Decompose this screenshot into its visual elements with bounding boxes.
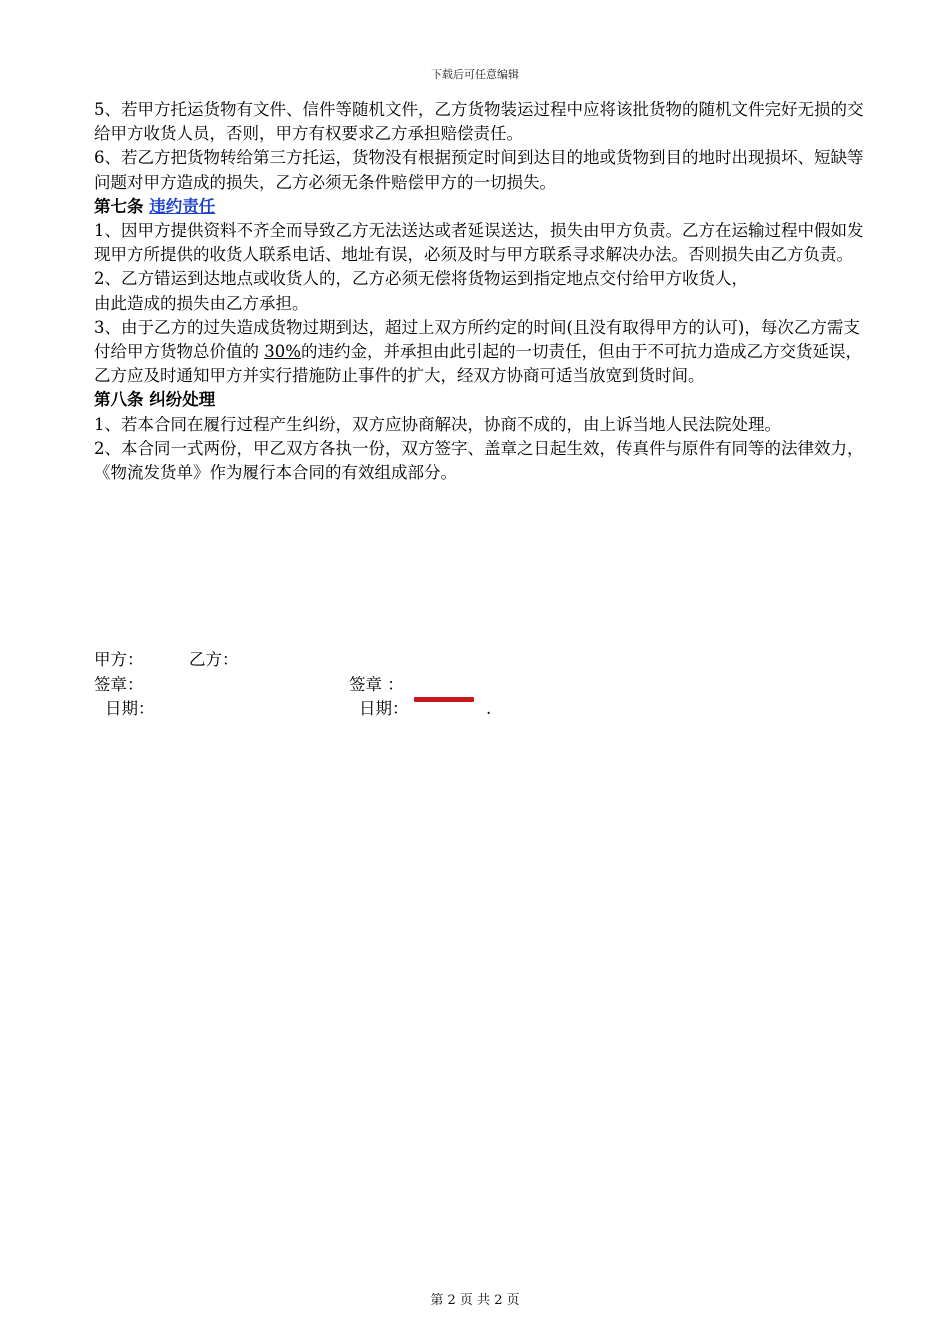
section-7-clause-2b: 由此造成的损失由乙方承担。 bbox=[94, 293, 309, 313]
signature-row-parties bbox=[94, 648, 594, 673]
section-8-clause-1: 1、若本合同在履行过程产生纠纷，双方应协商解决，协商不成的，由上诉当地人民法院处理。 bbox=[94, 414, 781, 434]
clause-5: 5、若甲方托运货物有文件、信件等随机文件，乙方货物装运过程中应将该批货物的随机文件完好无损的交给甲方收货人员，否则，甲方有权要求乙方承担赔偿责任。 bbox=[94, 100, 864, 144]
seal-b-label: 签章 ： bbox=[349, 674, 404, 694]
party-a-label: 甲方： bbox=[94, 650, 144, 669]
section-7-number: 第七条 bbox=[94, 196, 150, 216]
signature-row-dates bbox=[94, 697, 594, 722]
page-number: 第 2 页 共 2 页 bbox=[430, 1293, 520, 1308]
section-7-clause-3 bbox=[94, 316, 864, 389]
clause-6: 6、若乙方把货物转给第三方托运，货物没有根据预定时间到达目的地或货物到目的地时出现损坏、短缺等问题对甲方造成的损失，乙方必须无条件赔偿甲方的一切损失。 bbox=[94, 148, 864, 192]
signature-block bbox=[94, 648, 594, 722]
section-8-heading: 第八条 纠纷处理 bbox=[94, 390, 216, 410]
penalty-percent: 30% bbox=[264, 342, 301, 362]
section-7-clause-3-part-1: 3、由于乙方的过失造成货物过期到达，超过上双方所约定的时间(且没有取得甲方的认可)，每次乙方需支付给甲方货物总价值的 bbox=[94, 317, 860, 362]
section-7-clause-3-part-2: 的违约金，并承担由此引起的一切责任，但由于不可抗力造成乙方交货延误，乙方应及时通知甲方并实行措施防止事件的扩大，经双方协商可适当放宽到货时间。 bbox=[94, 342, 862, 386]
document-body bbox=[94, 98, 864, 485]
date-b-label: 日期： bbox=[359, 699, 409, 718]
party-b-label: 乙方： bbox=[189, 650, 239, 669]
section-7-clause-1: 1、因甲方提供资料不齐全而导致乙方无法送达或者延误送达，损失由甲方负责。乙方在运输过程中假如发现甲方所提供的收货人联系电话、地址有误，必须及时与甲方联系寻求解决办法。否则损失由乙方负责。 bbox=[94, 221, 864, 265]
header-note: 下载后可任意编辑 bbox=[431, 68, 519, 81]
redacted-date-mark bbox=[414, 697, 474, 702]
date-a-label: 日期： bbox=[105, 699, 155, 718]
section-7-clause-2a: 2、乙方错运到达地点或收货人的，乙方必须无偿将货物运到指定地点交付给甲方收货人， bbox=[94, 269, 748, 289]
seal-a-label: 签章： bbox=[94, 674, 144, 694]
date-trailing-dot: . bbox=[486, 699, 492, 718]
section-7-title-link[interactable]: 违约责任 bbox=[149, 196, 216, 216]
section-8-clause-2: 2、本合同一式两份，甲乙双方各执一份，双方签字、盖章之日起生效，传真件与原件有同等的法律效力，《物流发货单》作为履行本合同的有效组成部分。 bbox=[94, 438, 864, 483]
section-7-heading bbox=[94, 195, 864, 219]
signature-row-seals bbox=[94, 673, 594, 698]
